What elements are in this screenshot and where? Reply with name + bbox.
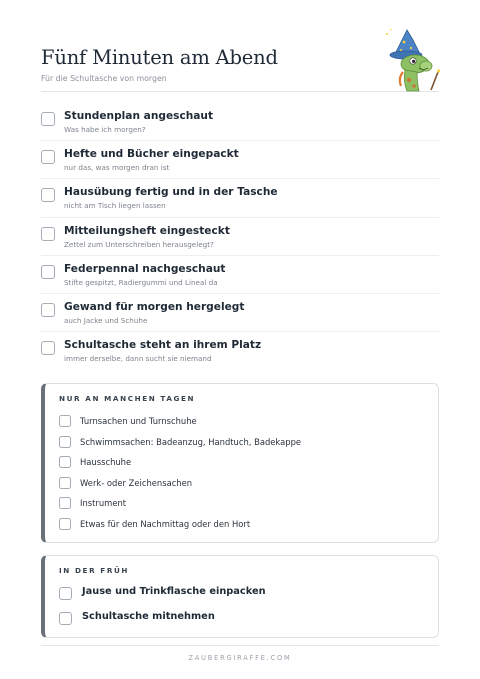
page-subtitle: Für die Schultasche von morgen <box>41 74 167 83</box>
task-checkbox[interactable] <box>41 188 55 202</box>
task-title: Mitteilungsheft eingesteckt <box>64 224 230 237</box>
page-header <box>41 46 439 92</box>
morning-label: IN DER FRÜH <box>59 566 130 575</box>
morning-checkbox[interactable] <box>59 612 72 625</box>
task-title: Stundenplan angeschaut <box>64 110 214 122</box>
sometimes-checkbox[interactable] <box>59 415 71 427</box>
morning-card <box>41 555 439 638</box>
task-title: Hefte und Bücher eingepackt <box>64 148 239 161</box>
sometimes-checkbox[interactable] <box>59 497 71 509</box>
task-list <box>41 103 439 370</box>
sometimes-item-label: Turnsachen und Turnschuhe <box>80 416 197 426</box>
sometimes-checkbox[interactable] <box>59 436 71 448</box>
task-hint: Stifte gespitzt, Radiergummi und Lineal da <box>64 277 218 287</box>
task-checkbox[interactable] <box>41 150 55 164</box>
task-checkbox[interactable] <box>41 341 55 355</box>
sometimes-item-label: Werk- oder Zeichensachen <box>80 477 193 488</box>
task-checkbox[interactable] <box>41 227 55 241</box>
sometimes-item-label: Etwas für den Nachmittag oder den Hort <box>80 518 251 529</box>
task-hint: nicht am Tisch liegen lassen <box>64 201 166 211</box>
task-title: Federpennal nachgeschaut <box>64 262 226 275</box>
morning-checkbox[interactable] <box>59 587 72 600</box>
sometimes-checkbox[interactable] <box>59 477 71 489</box>
task-hint: immer derselbe, dann sucht sie niemand <box>64 354 212 364</box>
task-item[interactable] <box>41 332 439 370</box>
task-title: Schultasche steht an ihrem Platz <box>64 339 262 352</box>
task-item[interactable] <box>41 256 439 294</box>
task-hint: auch Jacke und Schuhe <box>64 315 148 325</box>
task-item[interactable] <box>41 179 439 217</box>
task-item[interactable] <box>41 141 439 179</box>
sometimes-item-label: Hausschuhe <box>80 457 132 467</box>
wizard-giraffe-icon <box>383 28 443 92</box>
task-hint: nur das, was morgen dran ist <box>64 163 170 173</box>
task-item[interactable] <box>41 294 439 332</box>
sometimes-item-label: Schwimmsachen: Badeanzug, Handtuch, Badekappe <box>80 436 302 447</box>
task-checkbox[interactable] <box>41 112 55 126</box>
task-checkbox[interactable] <box>41 265 55 279</box>
task-checkbox[interactable] <box>41 303 55 317</box>
task-hint: Was habe ich morgen? <box>64 125 146 134</box>
sometimes-label: NUR AN MANCHEN TAGEN <box>59 394 196 403</box>
sometimes-checkbox[interactable] <box>59 456 71 468</box>
task-title: Hausübung fertig und in der Tasche <box>64 186 278 199</box>
task-item[interactable] <box>41 103 439 141</box>
morning-item-label: Schultasche mitnehmen <box>82 611 215 622</box>
page-title: Fünf Minuten am Abend <box>41 46 278 69</box>
task-title: Gewand für morgen hergelegt <box>64 300 245 313</box>
footer-website: ZAUBERGIRAFFE.COM <box>41 645 439 662</box>
sometimes-item-label: Instrument <box>80 498 127 508</box>
morning-item-label: Jause und Trinkflasche einpacken <box>82 586 266 597</box>
sometimes-checkbox[interactable] <box>59 518 71 530</box>
task-hint: Zettel zum Unterschreiben herausgelegt? <box>64 239 214 249</box>
task-item[interactable] <box>41 218 439 256</box>
sometimes-card <box>41 383 439 543</box>
